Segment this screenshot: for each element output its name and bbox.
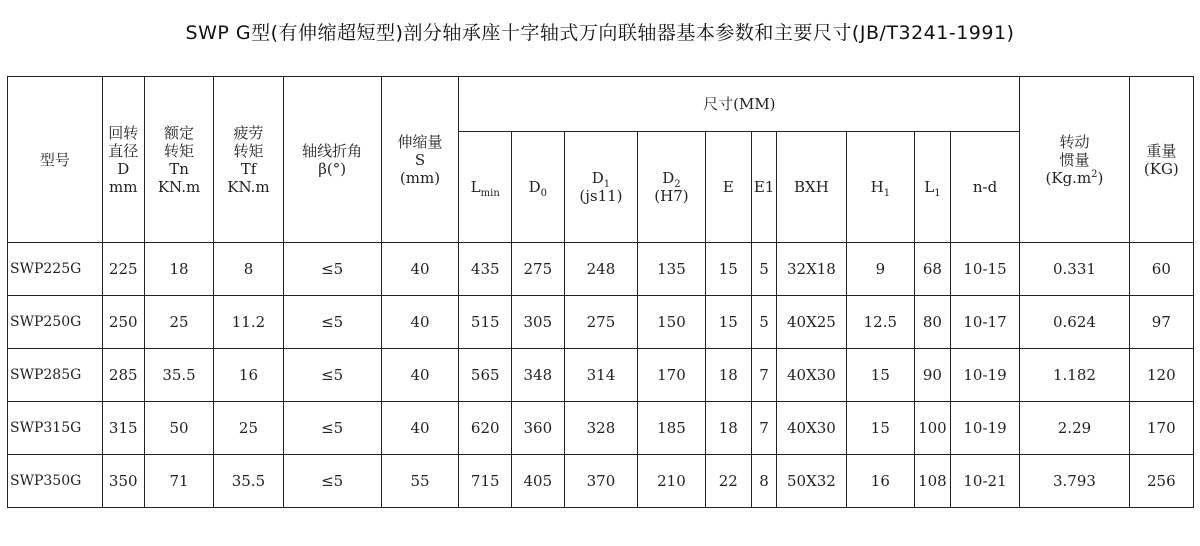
- model-cell: SWP225G: [8, 243, 103, 296]
- model-cell: SWP315G: [8, 402, 103, 455]
- table-row: [8, 243, 1194, 296]
- table-cell: 80: [915, 296, 951, 349]
- table-row: [8, 296, 1194, 349]
- header-d1: $D_1$ (js11): [564, 132, 638, 243]
- header-h1: $H_1$: [846, 132, 914, 243]
- table-cell: 8: [214, 243, 283, 296]
- header-e: E: [705, 132, 751, 243]
- header-rotation-diameter: 回转 直径 D mm: [102, 77, 144, 243]
- table-cell: 348: [512, 349, 565, 402]
- table-cell: 10-15: [950, 243, 1019, 296]
- table-cell: 100: [915, 402, 951, 455]
- table-cell: 185: [638, 402, 705, 455]
- table-cell: 515: [459, 296, 512, 349]
- table-cell: 7: [751, 349, 776, 402]
- table-cell: 315: [102, 402, 144, 455]
- table-cell: 225: [102, 243, 144, 296]
- table-cell: 50: [144, 402, 213, 455]
- model-cell: SWP285G: [8, 349, 103, 402]
- table-cell: 25: [144, 296, 213, 349]
- table-cell: 405: [512, 455, 565, 508]
- table-cell: 0.624: [1020, 296, 1129, 349]
- header-inertia: 转动 惯量 $(Kg.m^2)$: [1020, 77, 1129, 243]
- table-cell: 50X32: [777, 455, 846, 508]
- table-cell: 40X30: [777, 402, 846, 455]
- table-cell: 15: [705, 243, 751, 296]
- table-cell: 620: [459, 402, 512, 455]
- table-cell: 68: [915, 243, 951, 296]
- table-cell: 5: [751, 296, 776, 349]
- table-cell: ≤5: [283, 296, 381, 349]
- table-cell: 715: [459, 455, 512, 508]
- header-rated-torque: 额定 转矩 Tn KN.m: [144, 77, 213, 243]
- table-cell: 71: [144, 455, 213, 508]
- table-cell: 18: [705, 349, 751, 402]
- table-cell: 328: [564, 402, 638, 455]
- table-cell: 275: [564, 296, 638, 349]
- table-cell: 360: [512, 402, 565, 455]
- table-cell: 370: [564, 455, 638, 508]
- table-cell: 8: [751, 455, 776, 508]
- header-nd: n-d: [950, 132, 1019, 243]
- table-cell: 22: [705, 455, 751, 508]
- header-weight: 重量 (KG): [1129, 77, 1193, 243]
- table-row: [8, 349, 1194, 402]
- spec-table: [7, 76, 1194, 508]
- table-cell: ≤5: [283, 349, 381, 402]
- header-l1: $L_1$: [915, 132, 951, 243]
- table-cell: 305: [512, 296, 565, 349]
- table-cell: 170: [1129, 402, 1193, 455]
- table-cell: ≤5: [283, 402, 381, 455]
- table-cell: 35.5: [214, 455, 283, 508]
- table-cell: 9: [846, 243, 914, 296]
- table-cell: 40X25: [777, 296, 846, 349]
- table-cell: 435: [459, 243, 512, 296]
- table-cell: 10-19: [950, 349, 1019, 402]
- table-cell: 2.29: [1020, 402, 1129, 455]
- table-cell: 10-17: [950, 296, 1019, 349]
- table-cell: 250: [102, 296, 144, 349]
- table-cell: 350: [102, 455, 144, 508]
- header-d0: $D_0$: [512, 132, 565, 243]
- table-cell: 3.793: [1020, 455, 1129, 508]
- table-cell: 97: [1129, 296, 1193, 349]
- table-cell: 120: [1129, 349, 1193, 402]
- table-cell: 16: [214, 349, 283, 402]
- table-cell: 210: [638, 455, 705, 508]
- table-cell: 135: [638, 243, 705, 296]
- table-cell: 150: [638, 296, 705, 349]
- table-cell: 7: [751, 402, 776, 455]
- table-cell: 35.5: [144, 349, 213, 402]
- model-cell: SWP250G: [8, 296, 103, 349]
- header-telescopic: 伸缩量 S (mm): [381, 77, 459, 243]
- header-model: 型号: [8, 77, 103, 243]
- table-cell: 11.2: [214, 296, 283, 349]
- header-axis-angle: 轴线折角 β(°): [283, 77, 381, 243]
- table-cell: 108: [915, 455, 951, 508]
- table-cell: 314: [564, 349, 638, 402]
- table-cell: ≤5: [283, 455, 381, 508]
- table-cell: 10-21: [950, 455, 1019, 508]
- header-e1: E1: [751, 132, 776, 243]
- table-cell: 60: [1129, 243, 1193, 296]
- table-cell: 16: [846, 455, 914, 508]
- header-bxh: BXH: [777, 132, 846, 243]
- table-cell: 40: [381, 296, 459, 349]
- table-cell: 40: [381, 402, 459, 455]
- header-row-1: [8, 77, 1194, 132]
- table-body: [8, 243, 1194, 508]
- table-cell: 40X30: [777, 349, 846, 402]
- header-lmin: $L_{min}$: [459, 132, 512, 243]
- table-cell: 25: [214, 402, 283, 455]
- header-dimensions-group: 尺寸(MM): [459, 77, 1020, 132]
- table-cell: 5: [751, 243, 776, 296]
- header-d2: $D_2$ (H7): [638, 132, 705, 243]
- table-cell: 275: [512, 243, 565, 296]
- table-cell: 170: [638, 349, 705, 402]
- table-cell: ≤5: [283, 243, 381, 296]
- table-cell: 18: [705, 402, 751, 455]
- table-cell: 0.331: [1020, 243, 1129, 296]
- table-cell: 40: [381, 243, 459, 296]
- table-cell: 15: [705, 296, 751, 349]
- table-row: [8, 402, 1194, 455]
- page-title: SWP G型(有伸缩超短型)剖分轴承座十字轴式万向联轴器基本参数和主要尺寸(JB/T3241-1991): [185, 22, 1015, 44]
- table-cell: 248: [564, 243, 638, 296]
- table-cell: 18: [144, 243, 213, 296]
- table-row: [8, 455, 1194, 508]
- header-fatigue-torque: 疲劳 转矩 Tf KN.m: [214, 77, 283, 243]
- table-cell: 32X18: [777, 243, 846, 296]
- model-cell: SWP350G: [8, 455, 103, 508]
- table-cell: 55: [381, 455, 459, 508]
- table-cell: 565: [459, 349, 512, 402]
- table-cell: 40: [381, 349, 459, 402]
- table-cell: 256: [1129, 455, 1193, 508]
- table-cell: 285: [102, 349, 144, 402]
- table-cell: 90: [915, 349, 951, 402]
- table-cell: 15: [846, 349, 914, 402]
- table-cell: 10-19: [950, 402, 1019, 455]
- table-cell: 1.182: [1020, 349, 1129, 402]
- table-cell: 15: [846, 402, 914, 455]
- table-cell: 12.5: [846, 296, 914, 349]
